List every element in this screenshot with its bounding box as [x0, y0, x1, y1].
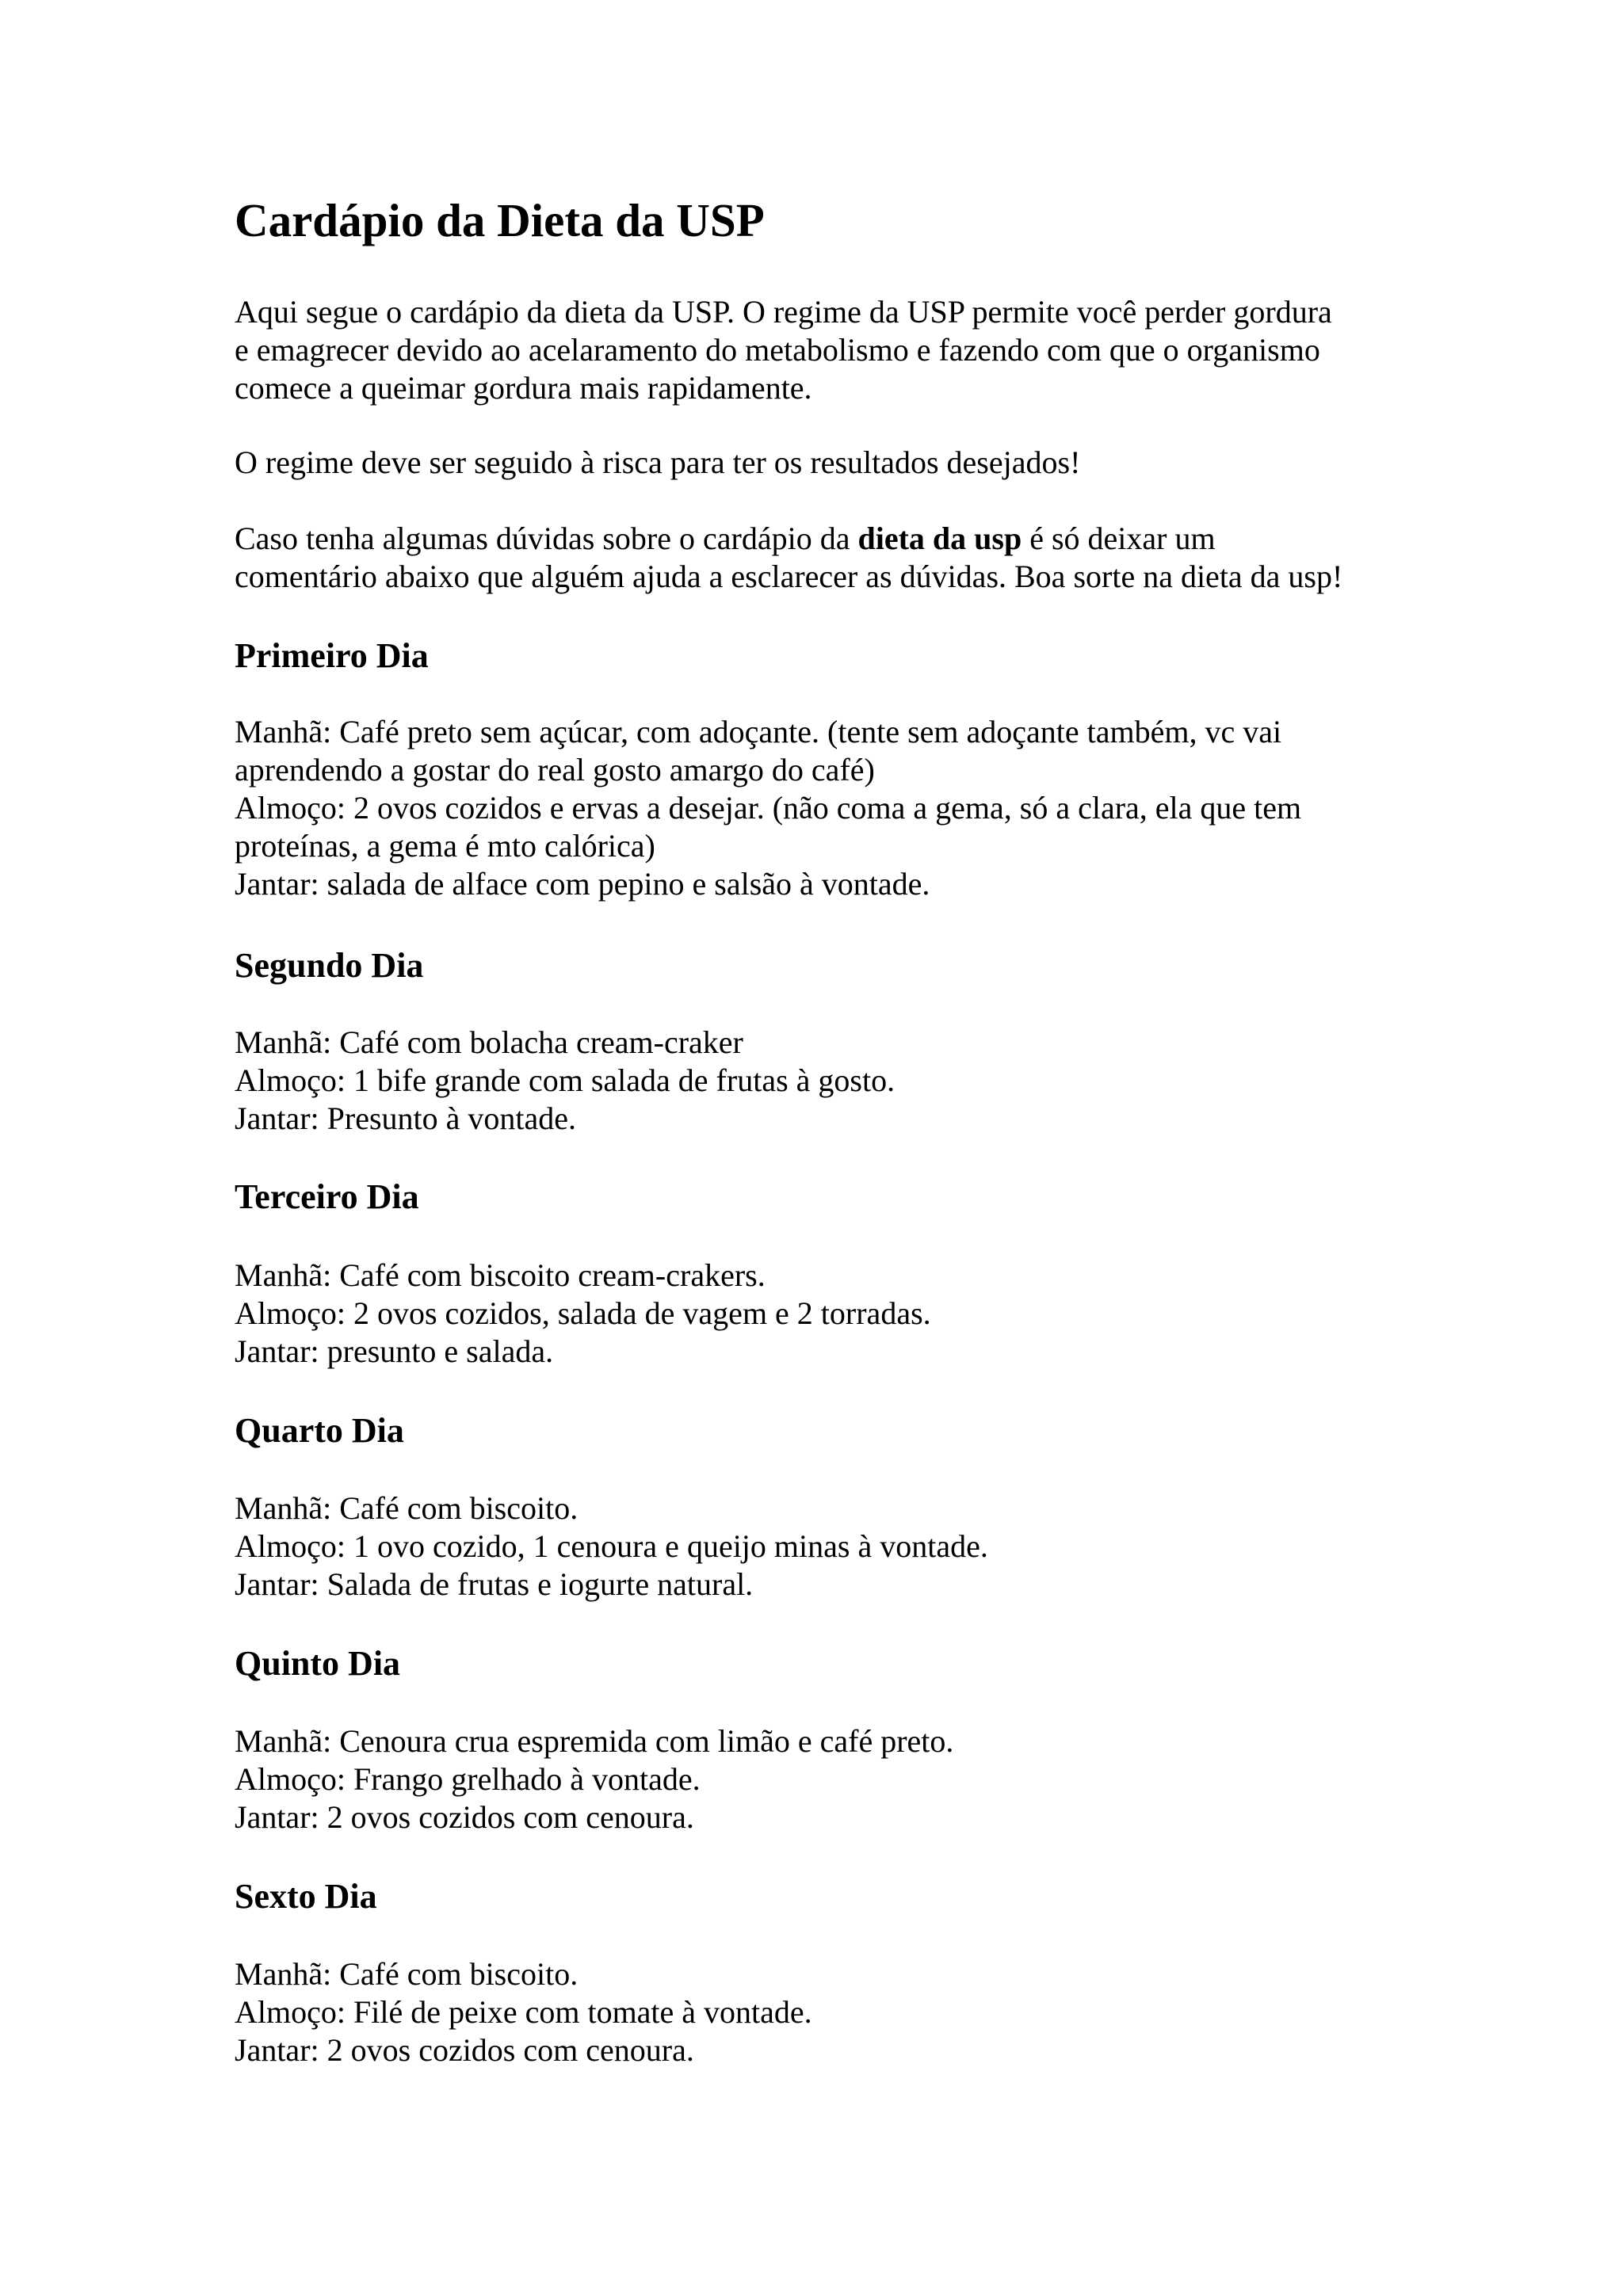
day-menu-sexto	[235, 1955, 1407, 2069]
day-heading-primeiro: Primeiro Dia	[235, 636, 429, 675]
day-heading-segundo: Segundo Dia	[235, 946, 424, 985]
keyword-dieta-da-usp: dieta da usp	[857, 521, 1022, 556]
day-menu-quinto	[235, 1722, 1407, 1836]
meal-line: Almoço: 2 ovos cozidos e ervas a desejar. (não coma a gema, só a clara, ela que tem	[235, 790, 1302, 826]
intro-line: e emagrecer devido ao acelaramento do metabolismo e fazendo com que o organismo	[235, 332, 1320, 368]
intro-text: Caso tenha algumas dúvidas sobre o cardápio da	[235, 521, 858, 556]
meal-line: Almoço: Filé de peixe com tomate à vontade.	[235, 1994, 812, 2030]
day-heading-quarto: Quarto Dia	[235, 1411, 404, 1450]
day-menu-segundo	[235, 1024, 1407, 1138]
meal-line: Jantar: 2 ovos cozidos com cenoura.	[235, 2032, 694, 2068]
meal-line: Manhã: Café com biscoito cream-crakers.	[235, 1257, 766, 1293]
meal-line: Jantar: presunto e salada.	[235, 1333, 554, 1369]
day-menu-terceiro	[235, 1257, 1407, 1371]
intro-paragraph-2	[235, 444, 1407, 482]
meal-line: Jantar: Presunto à vontade.	[235, 1100, 576, 1136]
day-heading-quinto: Quinto Dia	[235, 1644, 401, 1683]
meal-line: Almoço: 1 bife grande com salada de frutas à gosto.	[235, 1062, 896, 1098]
meal-line: Almoço: 1 ovo cozido, 1 cenoura e queijo minas à vontade.	[235, 1528, 988, 1564]
intro-line	[235, 520, 1407, 558]
meal-line: Almoço: 2 ovos cozidos, salada de vagem e 2 torradas.	[235, 1295, 931, 1331]
meal-line: Manhã: Café preto sem açúcar, com adoçante. (tente sem adoçante também, vc vai	[235, 714, 1282, 749]
meal-line: aprendendo a gostar do real gosto amargo do café)	[235, 752, 875, 788]
day-menu-primeiro	[235, 713, 1407, 903]
day-menu-quarto	[235, 1489, 1407, 1604]
meal-line: Almoço: Frango grelhado à vontade.	[235, 1761, 701, 1797]
intro-line: comentário abaixo que alguém ajuda a esclarecer as dúvidas. Boa sorte na dieta da usp!	[235, 559, 1343, 594]
meal-line: Jantar: salada de alface com pepino e salsão à vontade.	[235, 866, 930, 902]
day-heading-sexto: Sexto Dia	[235, 1877, 377, 1916]
intro-line: O regime deve ser seguido à risca para ter os resultados desejados!	[235, 444, 1081, 480]
meal-line: proteínas, a gema é mto calórica)	[235, 828, 655, 864]
page-title: Cardápio da Dieta da USP	[235, 194, 765, 246]
intro-line: Aqui segue o cardápio da dieta da USP. O regime da USP permite você perder gordura	[235, 294, 1332, 330]
meal-line: Manhã: Café com biscoito.	[235, 1490, 579, 1526]
intro-paragraph-3	[235, 520, 1407, 596]
day-heading-terceiro: Terceiro Dia	[235, 1177, 419, 1216]
meal-line: Manhã: Café com bolacha cream-craker	[235, 1024, 743, 1060]
intro-text: é só deixar um	[1022, 521, 1216, 556]
meal-line: Manhã: Cenoura crua espremida com limão e café preto.	[235, 1723, 954, 1759]
meal-line: Jantar: 2 ovos cozidos com cenoura.	[235, 1799, 694, 1835]
intro-paragraph-1	[235, 293, 1407, 407]
meal-line: Manhã: Café com biscoito.	[235, 1956, 579, 1992]
meal-line: Jantar: Salada de frutas e iogurte natural.	[235, 1566, 754, 1602]
intro-line: comece a queimar gordura mais rapidamente.	[235, 370, 812, 406]
